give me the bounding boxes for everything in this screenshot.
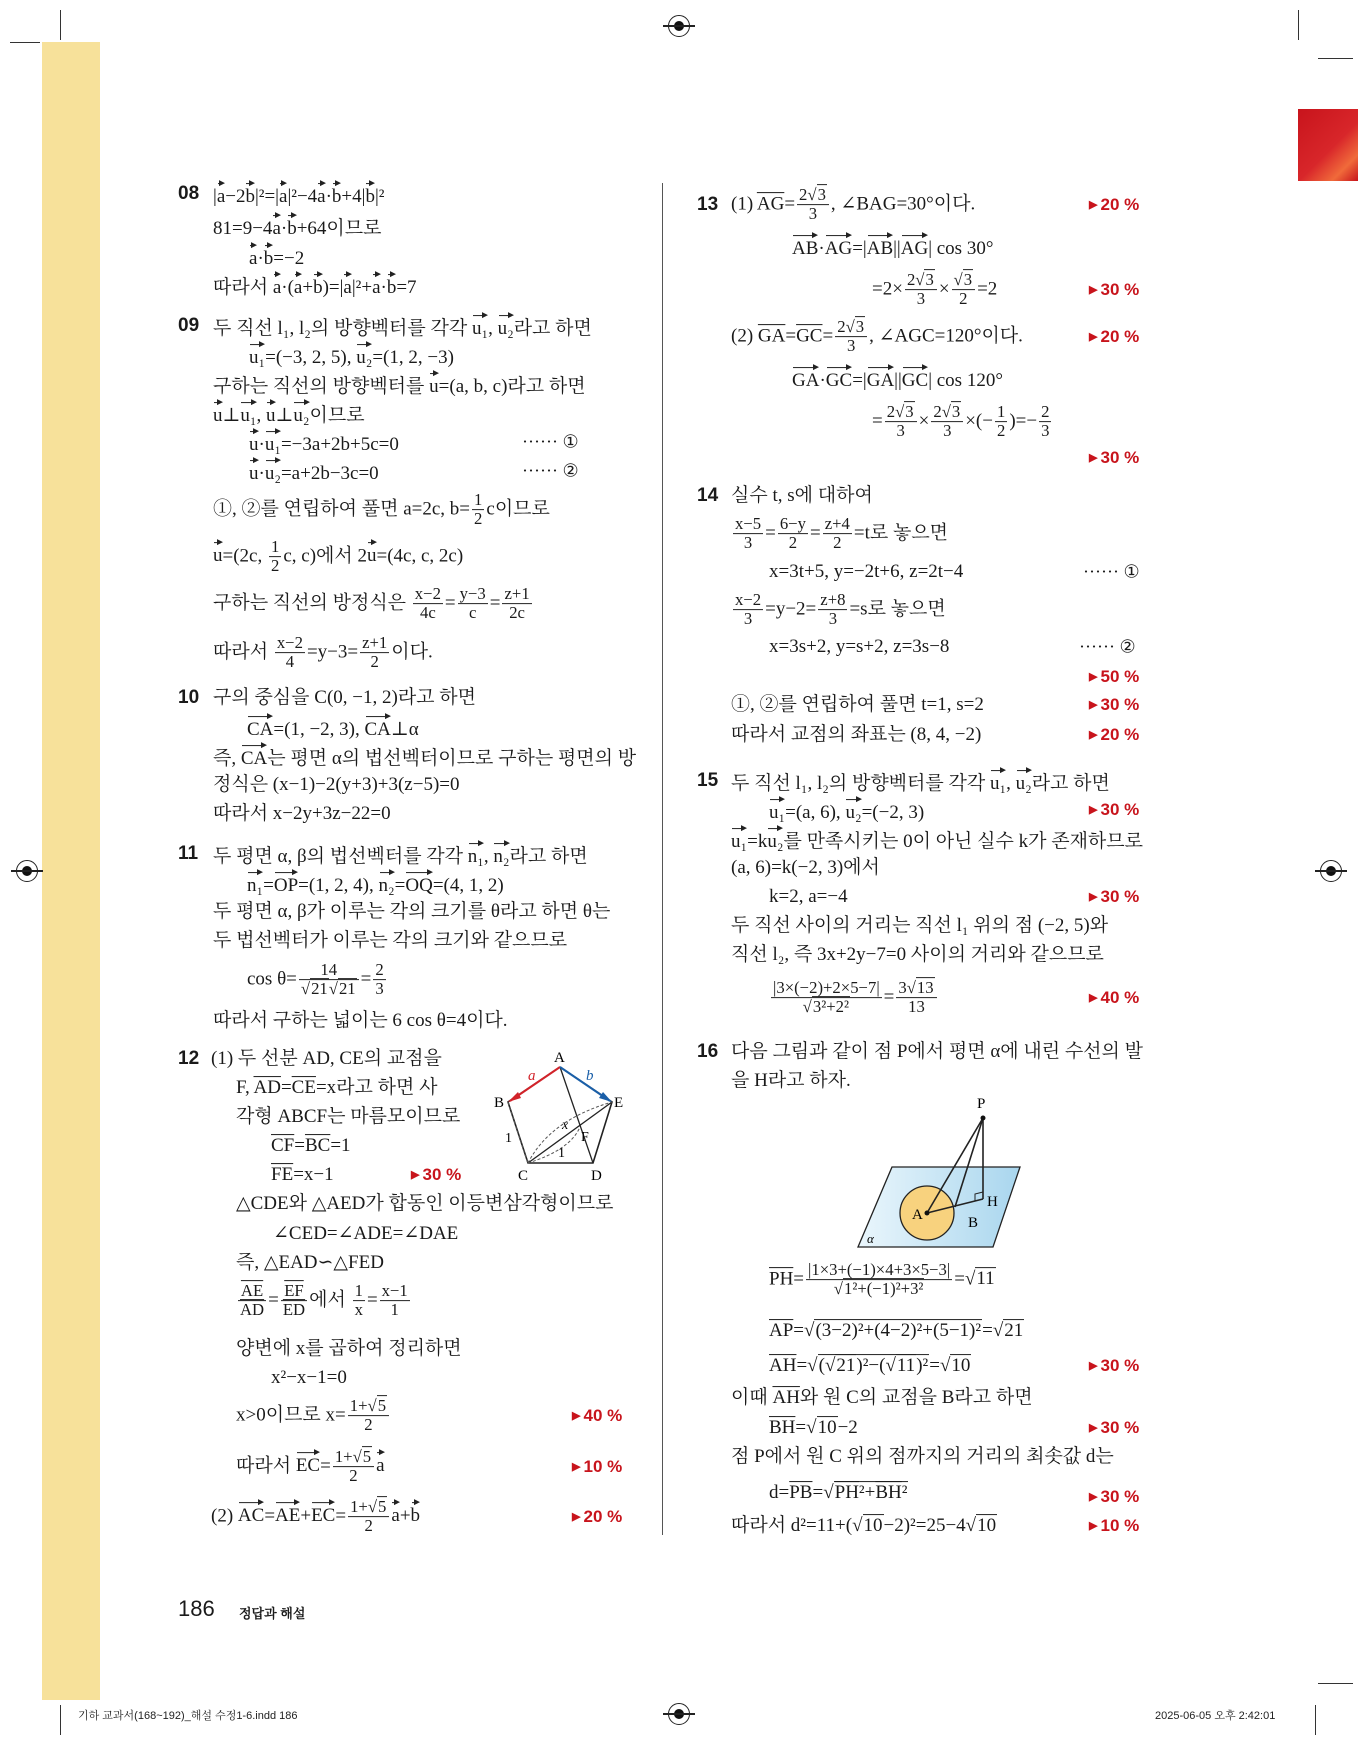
vector: CA: [241, 742, 267, 770]
fraction: $\frac{2√3}{3}$: [835, 318, 867, 356]
segment: $\overline{BH}$: [769, 1417, 796, 1439]
score-percent: ▶ 20 %: [572, 1507, 622, 1527]
answer-line: $\frac{\overline{AE}}{AD}$ = $\frac{\overline{EF}}{ED}$ 에서 $\frac{1}{x}$ = $\frac{x-1}{1}$: [240, 1281, 408, 1320]
square-root: √21: [992, 1320, 1024, 1342]
answer-line: u·u₂=a+2b−3c=0: [249, 457, 379, 485]
vector: AB: [792, 232, 818, 260]
answer-line: 81=9−4a·b+64이므로: [213, 212, 381, 240]
crop-mark: [1318, 1683, 1353, 1684]
square-root: √(√21)²−(√11)²: [807, 1355, 929, 1377]
point-p: [981, 1116, 986, 1121]
problem-number: 11: [178, 843, 199, 864]
square-root: √10: [852, 1515, 883, 1537]
vector: a: [372, 271, 380, 299]
square-root: √3²+2²: [802, 997, 849, 1017]
answer-line: u₁=ku₂를 만족시키는 0이 아닌 실수 k가 존재하므로: [731, 825, 1143, 853]
vector: a: [217, 180, 225, 208]
chapter-tab: [1298, 109, 1358, 181]
label-h: H: [987, 1194, 998, 1210]
square-root: √10: [965, 1515, 997, 1537]
answer-line: 구하는 직선의 방향벡터를 u=(a, b, c)라고 하면: [213, 370, 586, 398]
score-percent: ▶ 30 %: [1089, 1418, 1139, 1438]
answer-line: 따라서 d²=11+(√10−2)²=25−4√10: [731, 1515, 997, 1537]
fraction: $\frac{1+√5}{2}$: [348, 1397, 389, 1435]
fraction: $\frac{1+√5}{2}$: [333, 1448, 374, 1486]
vector: OQ: [405, 869, 432, 897]
square-root: √11: [964, 1268, 995, 1290]
square-root: √3: [915, 270, 934, 290]
fraction: [238, 1282, 266, 1320]
fraction: $\frac{2√3}{3}$: [931, 403, 963, 441]
square-root: √5: [367, 1396, 387, 1416]
vector: u₁: [990, 767, 1006, 795]
answer-line: 이때 $\overline{AH}$와 원 C의 교점을 B라고 하면: [731, 1387, 1033, 1409]
fraction: $\frac{z+8}{3}$: [820, 590, 846, 629]
vector: b: [245, 180, 255, 208]
answer-line: 양변에 x를 곱하여 정리하면: [236, 1338, 462, 1360]
fraction: $\frac{z+1}{2}$: [362, 633, 388, 672]
crop-mark: [60, 1705, 61, 1735]
answer-line: $\frac{x-5}{3}$ = $\frac{6-y}{2}$ = $\frac{z+4}{2}$ =t로 놓으면: [735, 514, 949, 553]
print-timestamp: 2025-06-05 오후 2:42:01: [1155, 1710, 1276, 1722]
vector: n₂: [493, 840, 509, 868]
vector: u: [429, 370, 439, 398]
score-percent: ▶ 30 %: [1089, 695, 1139, 715]
vector: a: [249, 242, 257, 270]
section-title: 정답과 해설: [239, 1606, 306, 1621]
answer-line: $\overline{FE}=x-1$: [271, 1164, 334, 1186]
vector: u₁: [769, 796, 785, 824]
vector: GC: [902, 364, 928, 392]
label-c: C: [518, 1168, 529, 1184]
fraction: $\frac{3√13}{13}$: [896, 979, 936, 1017]
answer-line: (a, 6)=k(−2, 3)에서: [731, 857, 880, 879]
answer-line: F, $\overline{AD}=\overline{CE}=x$라고 하면 사: [236, 1077, 438, 1099]
score-percent: ▶ 20 %: [1089, 725, 1139, 745]
vector: u₂: [845, 796, 861, 824]
answer-line: 두 직선 l₁, l₂의 방향벡터를 각각 u₁, u₂라고 하면: [213, 312, 592, 340]
score-percent: ▶ 30 %: [411, 1165, 461, 1185]
segment: $\overline{BC}$: [304, 1135, 331, 1157]
vector: u₁: [472, 312, 488, 340]
label-vector-a: a: [528, 1068, 536, 1084]
segment: $\overline{GA}$: [757, 325, 786, 347]
column-divider: [662, 183, 663, 1535]
problem-number: 10: [178, 687, 200, 708]
answer-line: $\overline{CF}=\overline{BC}=1$: [271, 1135, 351, 1157]
arrowhead-icon: [599, 1092, 612, 1102]
problem-number: 08: [178, 183, 200, 204]
vector: AG: [825, 232, 852, 260]
problem-number: 15: [697, 770, 719, 791]
square-root: √21: [328, 979, 356, 999]
answer-line: x²−x−1=0: [271, 1367, 347, 1389]
answer-line: 즉, △EAD∽△FED: [236, 1252, 384, 1274]
square-root: √11: [885, 1355, 916, 1377]
fraction: $\frac{x-2}{4c}$: [414, 584, 441, 623]
answer-line: u₁=(−3, 2, 5), u₂=(1, 2, −3): [249, 341, 454, 369]
answer-line: GA·GC=|GA||GC| cos 120°: [792, 364, 1003, 392]
answer-line: = $\frac{2√3}{3}$ × $\frac{2√3}{3}$ ×(− $\frac{1}{2}$ )=− $\frac{2}{3}$: [872, 402, 1050, 441]
vector: a: [317, 180, 325, 208]
answer-line: $\overline{BH}=√10-2$: [769, 1417, 858, 1439]
answer-line: 따라서 EC= $\frac{1+√5}{2}$ a: [236, 1447, 385, 1486]
fraction: $\frac{z+1}{2c}$: [504, 584, 530, 623]
vector: a: [376, 1449, 384, 1477]
label-p: P: [977, 1096, 986, 1112]
vector: n₂: [379, 869, 395, 897]
segment: $\overline{CF}$: [271, 1135, 295, 1157]
answer-line: (2) AC=AE+EC= $\frac{1+√5}{2}$ a+b: [211, 1497, 421, 1536]
page-number: 186: [178, 1596, 215, 1621]
answer-line: 각형 ABCF는 마름모이므로: [236, 1106, 461, 1128]
answer-line: u₁=(a, 6), u₂=(−2, 3): [769, 796, 924, 824]
crop-mark: [10, 42, 40, 43]
answer-line: x>0이므로 x= $\frac{1+√5}{2}$: [236, 1397, 391, 1435]
crop-mark: [1318, 58, 1353, 59]
segment: $\overline{AH}$: [769, 1355, 797, 1377]
square-root: √5: [352, 1447, 372, 1467]
fraction: $\frac{|3\times(-2)+2\times 5-7|}{\text{√3²+2²}}$: [773, 978, 880, 1017]
answer-line: x=3s+2, y=s+2, z=3s−8: [769, 636, 950, 658]
vector: a: [343, 271, 351, 299]
crop-mark: [60, 10, 61, 40]
vector: u₁: [240, 399, 256, 427]
answer-line: (1) 두 선분 AD, CE의 교점을: [211, 1048, 442, 1070]
fraction: $\frac{2√3}{3}$: [797, 186, 829, 224]
label-d: D: [591, 1168, 602, 1184]
registration-mark-icon: [16, 860, 38, 882]
label-x: x: [562, 1118, 569, 1133]
square-root: √1²+(−1)²+3²: [833, 1279, 924, 1299]
vector: u: [266, 399, 276, 427]
label-b: B: [494, 1095, 505, 1111]
answer-line: 다음 그림과 같이 점 P에서 평면 α에 내린 수선의 발: [731, 1041, 1143, 1063]
fraction: $\frac{2√3}{3}$: [905, 271, 937, 309]
square-root: √21: [300, 979, 328, 999]
vector: u₁: [265, 428, 281, 456]
vector: u₂: [356, 341, 372, 369]
answer-line: (1) $\overline{AG}=$ $\frac{2√3}{3}$ , ∠BAG=30°이다.: [731, 185, 976, 224]
score-percent: ▶ 40 %: [1089, 988, 1139, 1008]
equation-marker: ······ ②: [522, 460, 579, 481]
answer-line: 따라서 교점의 좌표는 (8, 4, −2): [731, 724, 982, 746]
answer-line: $\overline{PH}=$ $\frac{|1\times 3+(-1)\times 4+3\times 5-3|}{\text{√1²+(−1)²+3²}}$ =√11: [769, 1260, 995, 1299]
square-root: √10: [939, 1355, 971, 1377]
answer-line: k=2, a=−4: [769, 886, 848, 908]
square-root: √(3−2)²+(4−2)²+(5−1)²: [804, 1320, 982, 1342]
square-root: √10: [806, 1417, 837, 1439]
vector: b: [264, 242, 274, 270]
answer-line: 두 법선벡터가 이루는 각의 크기와 같으므로: [213, 930, 568, 952]
fraction: $\frac{x-2}{4}$: [276, 633, 303, 672]
vector: u₁: [731, 825, 747, 853]
vector: n₁: [468, 840, 484, 868]
answer-line: 따라서 $\frac{x-2}{4}$ =y−3= $\frac{z+1}{2}$ 이다.: [213, 633, 433, 672]
fraction: $\frac{2}{3}$: [1041, 402, 1050, 441]
vector: a: [294, 271, 302, 299]
fraction: $\frac{2√3}{3}$: [885, 403, 917, 441]
fraction: $\frac{x-2}{3}$: [735, 590, 762, 629]
label-f: F: [581, 1130, 589, 1145]
vector: b: [365, 180, 375, 208]
fraction: $\frac{14}{√21√21}$: [299, 961, 359, 999]
vector: n₁: [247, 869, 263, 897]
vector: GA: [867, 364, 894, 392]
vector: u: [249, 457, 259, 485]
answer-line: 즉, CA는 평면 α의 법선벡터이므로 구하는 평면의 방: [213, 742, 636, 770]
answer-line: a·b=−2: [249, 242, 304, 270]
problem-number: 16: [697, 1041, 719, 1062]
registration-mark-icon: [1320, 860, 1342, 882]
square-root: √3: [895, 402, 914, 422]
answer-line: AB·AG=|AB||AG| cos 30°: [792, 232, 993, 260]
fraction: $\frac{1}{2}$: [474, 490, 483, 529]
fraction: $\frac{z+4}{2}$: [824, 514, 850, 553]
fraction: $\frac{y-3}{c}$: [459, 584, 486, 623]
vector: a: [272, 212, 280, 240]
plane-figure: [840, 1090, 1040, 1260]
vector: a: [391, 1499, 399, 1527]
equation-marker: ······ ①: [1083, 561, 1140, 582]
vector: u₂: [498, 312, 514, 340]
square-root: √3: [845, 317, 865, 337]
fraction: $\frac{2}{3}$: [375, 960, 384, 999]
segment: $\overline{AG}$: [756, 193, 785, 215]
label-vector-b: b: [586, 1068, 594, 1084]
answer-line: ①, ②를 연립하여 풀면 t=1, s=2: [731, 694, 984, 716]
segment: $\overline{AH}$: [772, 1387, 800, 1409]
answer-line: ∠CED=∠ADE=∠DAE: [273, 1223, 459, 1245]
score-percent: ▶ 20 %: [1089, 327, 1139, 347]
score-percent: ▶ 30 %: [1089, 448, 1139, 468]
score-percent: ▶ 30 %: [1089, 1356, 1139, 1376]
answer-line: 을 H라고 하자.: [731, 1070, 851, 1092]
square-root: √13: [906, 978, 934, 998]
vector: u₂: [265, 457, 281, 485]
score-percent: ▶ 20 %: [1089, 195, 1139, 215]
answer-line: 따라서 a·(a+b)=|a|²+a·b=7: [213, 271, 417, 299]
label-a-vertex: A: [554, 1050, 565, 1066]
vector: b: [411, 1499, 421, 1527]
answer-line: |a−2b|²=|a|²−4a·b+4|b|²: [213, 180, 384, 208]
crop-mark: [1298, 10, 1299, 40]
problem-number: 09: [178, 315, 200, 336]
answer-line: ①, ②를 연립하여 풀면 a=2c, b= $\frac{1}{2}$ c이므로: [213, 490, 550, 529]
vector: AE: [275, 1499, 300, 1527]
label-a: A: [912, 1207, 923, 1223]
answer-line: 실수 t, s에 대하여: [731, 485, 873, 507]
segment: $\overline{BH}$: [875, 1482, 902, 1504]
square-root: √3: [953, 270, 973, 290]
arrowhead-icon: [508, 1092, 521, 1102]
answer-line: n₁=OP=(1, 2, 4), n₂=OQ=(4, 1, 2): [247, 869, 504, 897]
answer-line: u·u₁=−3a+2b+5c=0: [249, 428, 399, 456]
vector: a: [279, 180, 287, 208]
score-percent: ▶ 10 %: [1089, 1516, 1139, 1536]
answer-line: 구의 중심을 C(0, −1, 2)라고 하면: [213, 687, 476, 709]
vector: CA: [365, 713, 391, 741]
score-percent: ▶ 30 %: [1089, 800, 1139, 820]
vector: u: [213, 399, 223, 427]
answer-line: cos θ= $\frac{14}{√21√21}$ = $\frac{2}{3}$: [247, 960, 384, 999]
segment-ce: [528, 1102, 612, 1163]
answer-line: 정식은 (x−1)−2(y+3)+3(z−5)=0: [213, 774, 460, 796]
segment: $\overline{PH}$: [769, 1268, 794, 1290]
answer-line: 두 직선 l₁, l₂의 방향벡터를 각각 u₁, u₂라고 하면: [731, 767, 1110, 795]
vector: AB: [867, 232, 893, 260]
answer-line: u⊥u₁, u⊥u₂이므로: [213, 399, 365, 427]
vector: u: [367, 539, 377, 567]
segment: AD: [240, 1300, 265, 1320]
vector: GC: [826, 364, 852, 392]
score-percent: ▶ 30 %: [1089, 887, 1139, 907]
answer-line: (2) $\overline{GA}=\overline{GC}=$ $\frac{2√3}{3}$ , ∠AGC=120°이다.: [731, 317, 1023, 356]
score-percent: ▶ 30 %: [1089, 1487, 1139, 1507]
square-root: √5: [367, 1497, 387, 1517]
vector: u₁: [249, 341, 265, 369]
segment: $\overline{AE}$: [240, 1281, 264, 1301]
answer-line: 점 P에서 원 C 위의 점까지의 거리의 최솟값 d는: [731, 1446, 1114, 1468]
vector: GA: [792, 364, 819, 392]
fraction: $\frac{1}{x}$: [354, 1281, 363, 1320]
answer-line: x=3t+5, y=−2t+6, z=2t−4: [769, 561, 964, 583]
vector: u: [249, 428, 259, 456]
answer-line: $\frac{x-2}{3}$ =y−2= $\frac{z+8}{3}$ =s로 놓으면: [735, 590, 946, 629]
answer-line: 두 평면 α, β의 법선벡터를 각각 n₁, n₂라고 하면: [213, 840, 588, 868]
vector: AC: [238, 1499, 264, 1527]
vector: CA: [247, 713, 273, 741]
fraction: $\frac{1}{2}$: [270, 537, 280, 576]
segment: PH: [834, 1482, 859, 1504]
pentagon-figure: [480, 1040, 630, 1190]
score-percent: ▶ 30 %: [1089, 280, 1139, 300]
label-b: B: [968, 1215, 979, 1231]
answer-line: $\overline{AP}=√(3-2)^2+(4-2)^2+(5-1)^2=√21$: [769, 1320, 1024, 1342]
square-root: √3: [941, 402, 961, 422]
vector: u₂: [767, 825, 783, 853]
vector: EC: [311, 1499, 335, 1527]
square-root: √21: [824, 1355, 856, 1377]
fraction: [281, 1282, 307, 1320]
answer-line: 따라서 구하는 넓이는 6 cos θ=4이다.: [213, 1010, 508, 1032]
equation-marker: ······ ②: [1079, 636, 1136, 657]
answer-line: 두 직선 사이의 거리는 직선 l₁ 위의 점 (−2, 5)와: [731, 915, 1109, 937]
problem-number: 12: [178, 1048, 200, 1069]
label-length-1: 1: [558, 1146, 565, 1161]
answer-line: 따라서 x−2y+3z−22=0: [213, 803, 391, 825]
segment: $\overline{PB}$: [789, 1482, 813, 1504]
vector: b: [313, 271, 323, 299]
registration-mark-icon: [668, 15, 690, 37]
fraction: $\frac{√3}{2}$: [952, 271, 976, 309]
label-alpha: α: [867, 1231, 874, 1246]
yellow-margin-strip: [42, 42, 100, 1700]
vector: u₂: [1016, 767, 1032, 795]
point-a: [925, 1211, 930, 1216]
vector: OP: [274, 869, 298, 897]
square-root: √3: [807, 185, 826, 205]
answer-line: $\frac{|3\times(-2)+2\times 5-7|}{\text{√3²+2²}}$ = $\frac{3√13}{13}$: [769, 979, 939, 1017]
score-percent: ▶ 50 %: [1089, 667, 1139, 687]
answer-line: 구하는 직선의 방정식은 $\frac{x-2}{4c}$ = $\frac{y-3}{c}$ = $\frac{z+1}{2c}$: [213, 584, 530, 623]
answer-line: CA=(1, −2, 3), CA⊥α: [247, 713, 419, 741]
answer-line: $d=\overline{PB}=√PH^2+\overline{BH}^2$: [769, 1482, 908, 1504]
label-length-1: 1: [505, 1131, 512, 1146]
vector: b: [387, 271, 397, 299]
vector: EC: [296, 1449, 320, 1477]
segment: $\overline{EF}$: [284, 1281, 304, 1301]
answer-line: 직선 l₂, 즉 3x+2y−7=0 사이의 거리와 같으므로: [731, 944, 1104, 966]
answer-line: 두 평면 α, β가 이루는 각의 크기를 θ라고 하면 θ는: [213, 901, 611, 923]
fraction: $\frac{x-1}{1}$: [381, 1281, 408, 1320]
segment: $\overline{FE}$: [271, 1164, 294, 1186]
square-root: $√PH^2+\overline{BH}^2$: [823, 1482, 908, 1504]
answer-line: u=(2c, $\frac{1}{2}$ c, c)에서 2u=(4c, c, 2c): [213, 537, 464, 576]
score-percent: ▶ 10 %: [572, 1457, 622, 1477]
problem-number: 13: [697, 194, 719, 215]
vector: u₂: [293, 399, 309, 427]
equation-marker: ······ ①: [522, 431, 579, 452]
crop-mark: [1315, 1705, 1316, 1735]
answer-line: $\overline{AH}=√(√21)^2-(√11)^2=√10$: [769, 1355, 971, 1377]
fraction: $\frac{1}{2}$: [996, 402, 1006, 441]
segment: $\overline{CE}$: [291, 1077, 316, 1099]
vector: a: [273, 271, 281, 299]
fraction: $\frac{1+√5}{2}$: [348, 1498, 389, 1536]
vector: AG: [901, 232, 928, 260]
segment: $\overline{AD}$: [253, 1077, 281, 1099]
segment: $\overline{GC}$: [796, 325, 823, 347]
segment: $\overline{AP}$: [769, 1320, 794, 1342]
answer-line: =2× $\frac{2√3}{3}$ × $\frac{√3}{2}$ =2: [872, 270, 998, 309]
fraction: $\frac{x-5}{3}$: [735, 514, 762, 553]
fraction: $\frac{|1\times 3+(-1)\times 4+3\times 5-3|}{\text{√1²+(−1)²+3²}}$: [808, 1260, 951, 1299]
problem-number: 14: [697, 485, 719, 506]
segment: ED: [282, 1300, 306, 1320]
registration-mark-icon: [668, 1703, 690, 1725]
file-info: 기하 교과서(168~192)_해설 수정1-6.indd 186: [78, 1710, 298, 1722]
label-e: E: [614, 1095, 624, 1111]
fraction: $\frac{6-y}{2}$: [779, 514, 806, 553]
vector: u: [213, 539, 223, 567]
vector: b: [332, 180, 342, 208]
answer-line: △CDE와 △AED가 합동인 이등변삼각형이므로: [236, 1193, 614, 1215]
vector: b: [287, 212, 297, 240]
score-percent: ▶ 40 %: [572, 1406, 622, 1426]
